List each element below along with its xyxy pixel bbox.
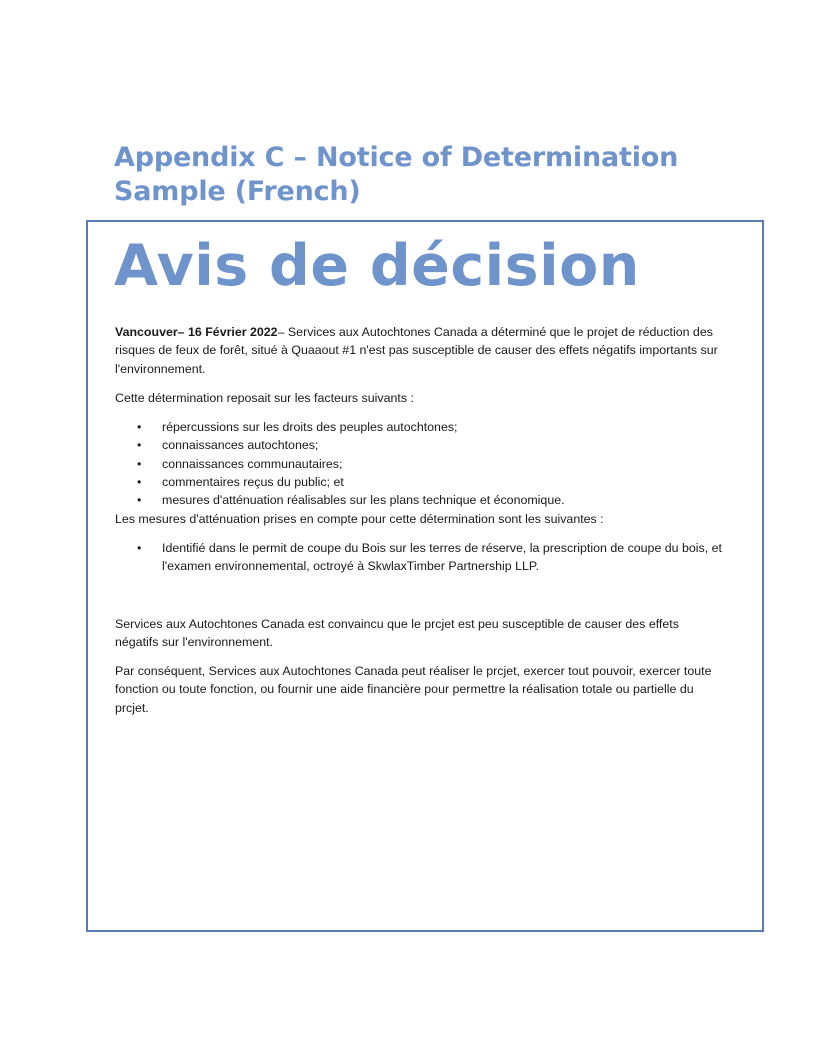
conclusion-paragraph: Services aux Autochtones Canada est convaincu que le prcjet est peu susceptible de causer des effets négatifs sur l'environnement. — [115, 616, 679, 649]
factors-intro: Cette détermination reposait sur les facteurs suivants : — [115, 390, 414, 405]
bullet-icon: • — [137, 475, 142, 490]
list-item: • mesures d'atténuation réalisables sur les plans technique et économique. — [115, 491, 723, 509]
bullet-icon: • — [137, 438, 142, 453]
bullet-icon: • — [137, 493, 142, 508]
bullet-icon: • — [137, 456, 142, 471]
list-item: • répercussions sur les droits des peuples autochtones; — [115, 418, 723, 436]
notice-body — [115, 323, 723, 728]
list-item: • Identifié dans le permit de coupe du Bois sur les terres de réserve, la prescription de coupe du bois, et l'examen environnemental, octroyé à SkwlaxTimber Partnership LLP. — [137, 540, 722, 574]
intro-text: – Services aux Autochtones Canada a déterminé que le projet de réduction des risques de feux de forêt, situé à Quaaout #1 n'est pas susceptible de causer des effets négatifs importants sur l'environnement. — [115, 325, 718, 376]
intro-paragraph — [115, 323, 723, 378]
list-item: • connaissances communautaires; — [115, 455, 723, 473]
appendix-title: Appendix C – Notice of Determination Sample (French) — [114, 142, 679, 207]
bullet-icon: • — [137, 540, 142, 555]
consequence-paragraph: Par conséquent, Services aux Autochtones Canada peut réaliser le prcjet, exercer tout pouvoir, exercer toute fonction ou toute fonction, ou fournir une aide financière pour permettre la réalisation totale ou partielle du prcjet. — [115, 664, 712, 715]
mitigation-list — [115, 539, 723, 576]
dateline: Vancouver– 16 Février 2022 — [115, 325, 278, 339]
notice-box — [86, 220, 764, 932]
mitigation-intro: Les mesures d'atténuation prises en compte pour cette détermination sont les suivantes : — [115, 511, 604, 526]
factors-list — [115, 418, 723, 509]
notice-heading: Avis de décision — [114, 233, 640, 299]
list-item: • connaissances autochtones; — [115, 436, 723, 454]
bullet-icon: • — [137, 420, 142, 435]
list-item: • commentaires reçus du public; et — [115, 473, 723, 491]
